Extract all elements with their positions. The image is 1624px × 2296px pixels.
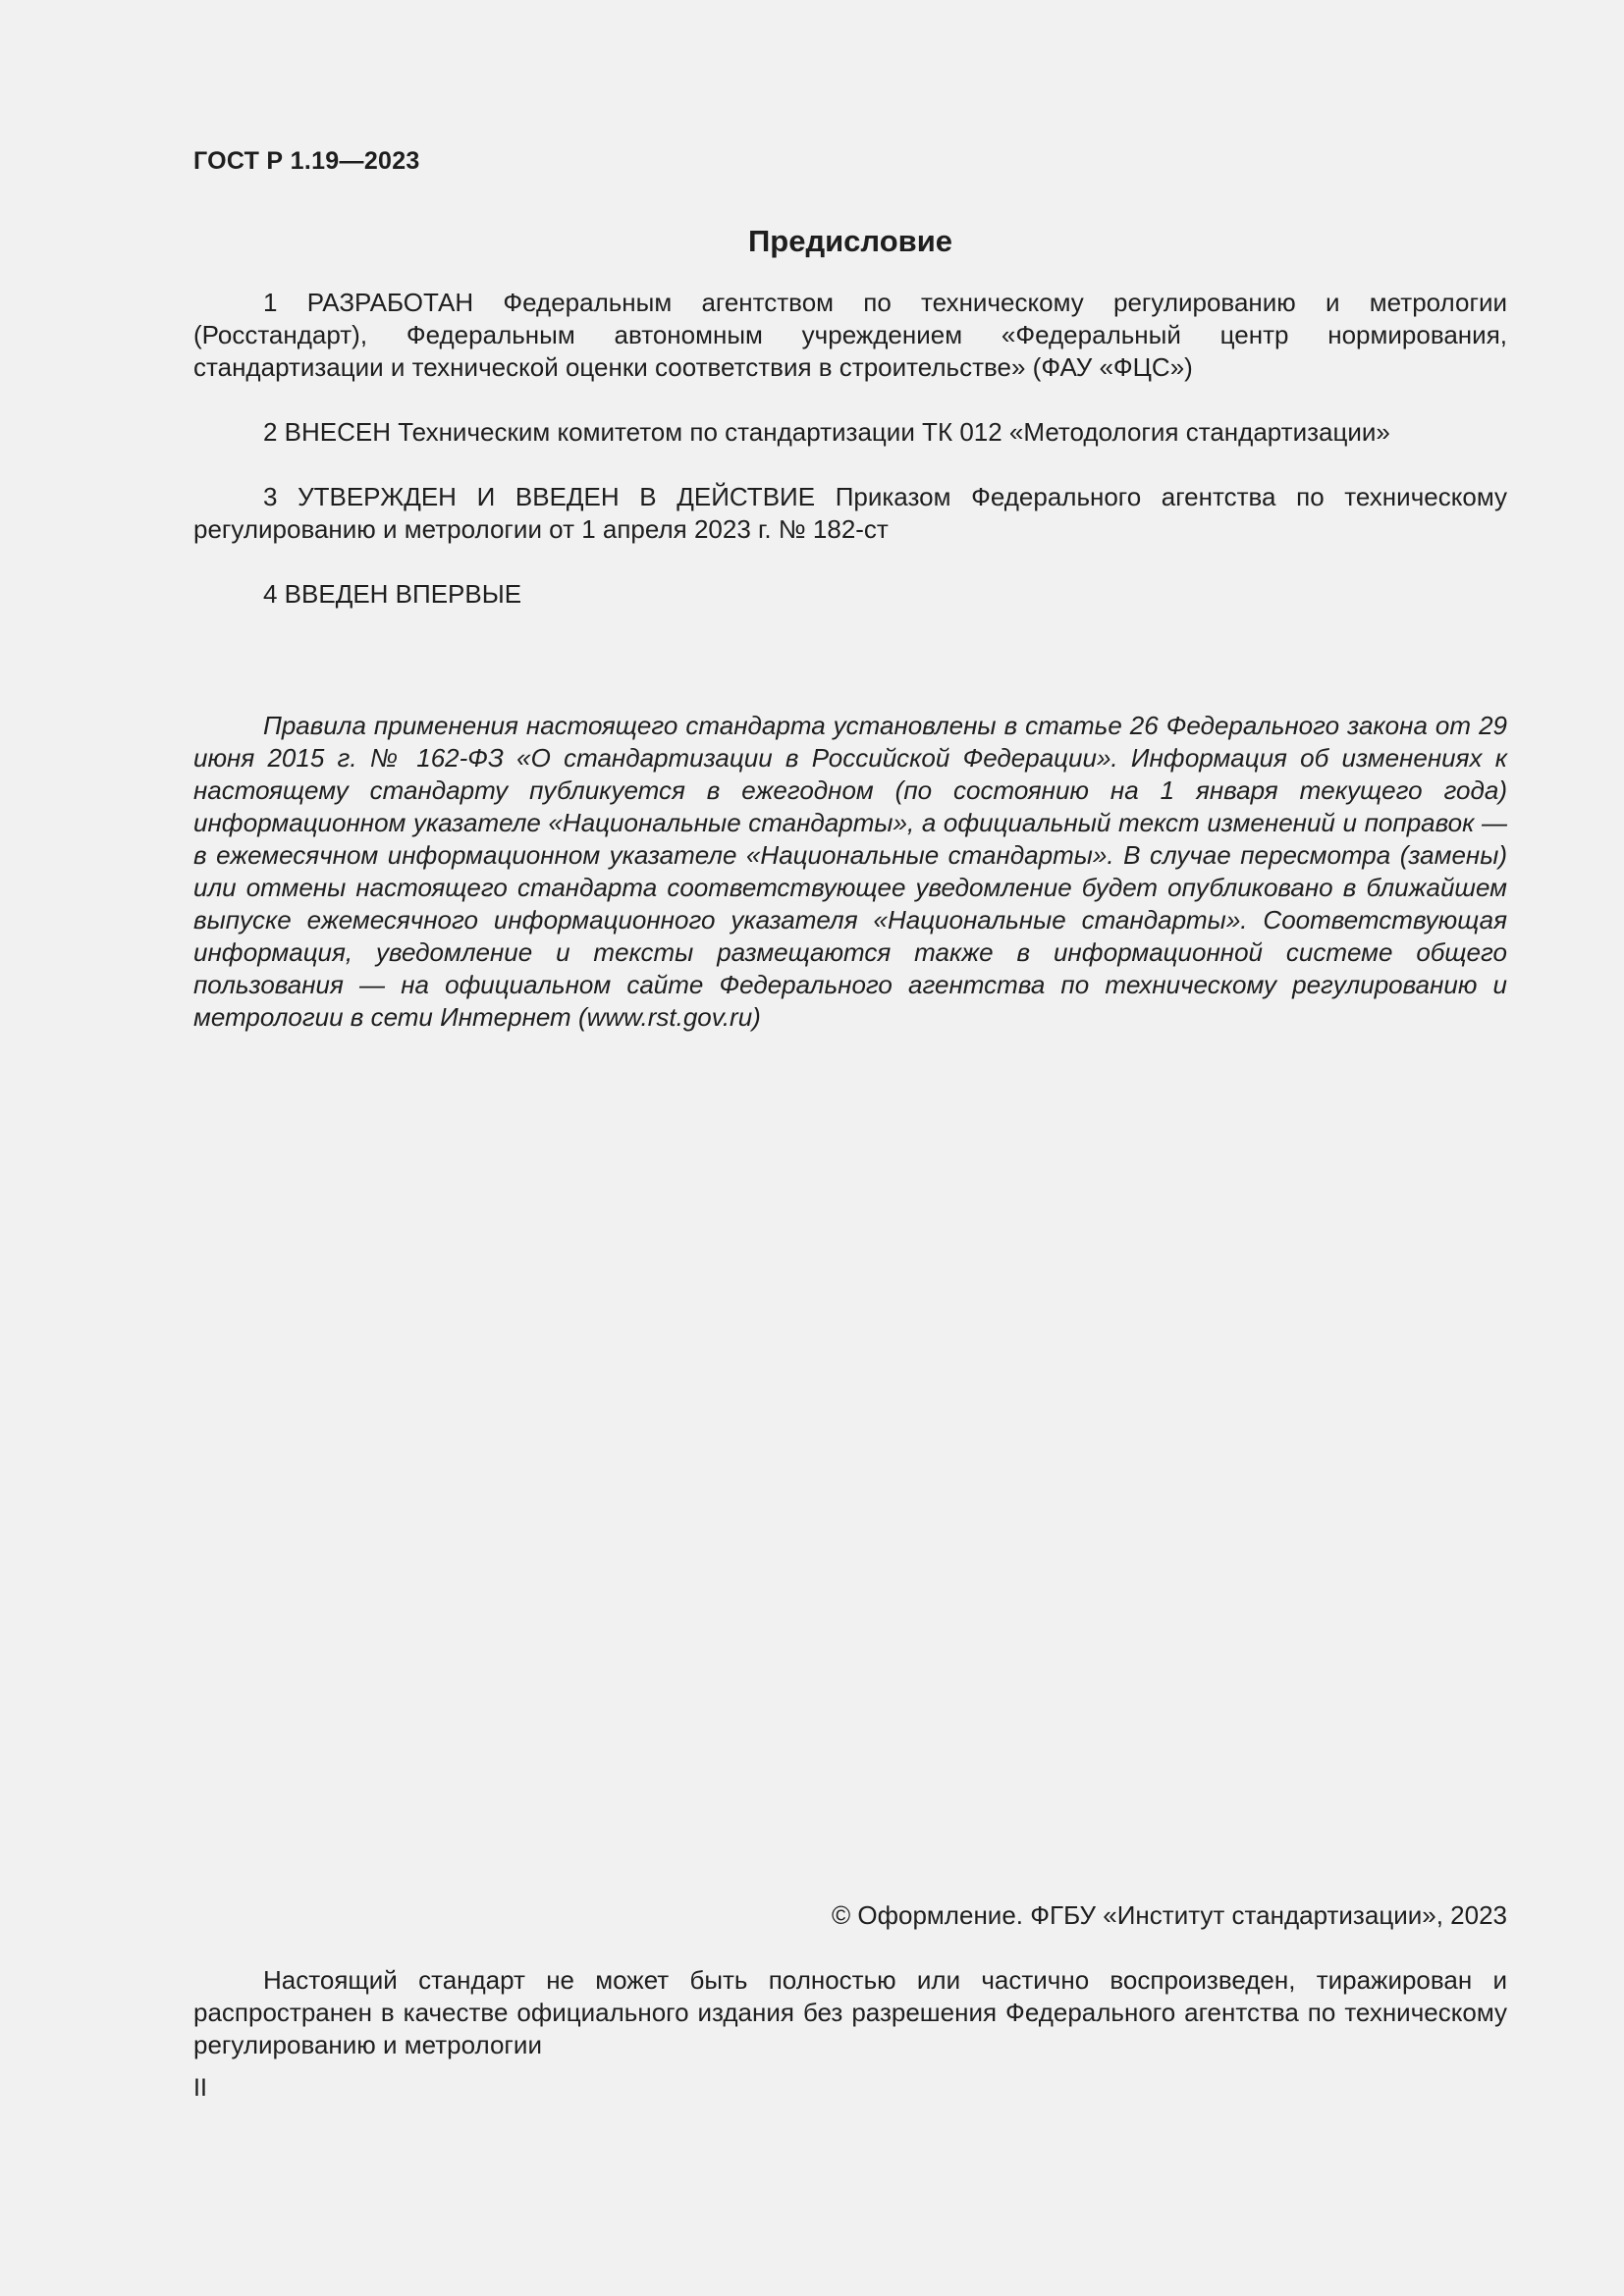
preface-title: Предисловие: [747, 224, 952, 258]
preface-item-introduced: 2 ВНЕСЕН Техническим комитетом по стандартизации ТК 012 «Методология стандартизации»: [263, 417, 1390, 447]
page-number: II: [193, 2074, 207, 2102]
document-page: [193, 0, 1507, 2296]
preface-item-developed: 1 РАЗРАБОТАН Федеральным агентством по техническому регулированию и метрологии (Росстандарт), Федеральным автономным учреждением «Федеральный центр нормирования, стандартизации и технической оценки соответствия в строительстве» (ФАУ «ФЦС»): [193, 288, 1507, 382]
preface-item-first-introduced: 4 ВВЕДЕН ВПЕРВЫЕ: [263, 579, 522, 609]
reproduction-notice: Настоящий стандарт не может быть полностью или частично воспроизведен, тиражирован и распространен в качестве официального издания без разрешения Федерального агентства по техническому регулированию и метрологии: [193, 1965, 1507, 2059]
preface-item-approved: 3 УТВЕРЖДЕН И ВВЕДЕН В ДЕЙСТВИЕ Приказом Федерального агентства по техническому регулированию и метрологии от 1 апреля 2023 г. № 182-ст: [193, 482, 1507, 544]
copyright-line: © Оформление. ФГБУ «Институт стандартизации», 2023: [832, 1900, 1507, 1930]
rules-notice: Правила применения настоящего стандарта установлены в статье 26 Федерального закона от 29 июня 2015 г. № 162-ФЗ «О стандартизации в Российской Федерации». Информация об изменениях к настоящему стандарту публикуется в ежегодном (по состоянию на 1 января текущего года) информационном указателе «Национальные стандарты», а официальный текст изменений и поправок — в ежемесячном информационном указателе «Национальные стандарты». В случае пересмотра (замены) или отмены настоящего стандарта соответствующее уведомление будет опубликовано в ближайшем выпуске ежемесячного информационного указателя «Национальные стандарты». Соответствующая информация, уведомление и тексты размещаются также в информационной системе общего пользования — на официальном сайте Федерального агентства по техническому регулированию и метрологии в сети Интернет (www.rst.gov.ru): [193, 711, 1507, 1032]
document-code: ГОСТ Р 1.19—2023: [193, 147, 420, 175]
